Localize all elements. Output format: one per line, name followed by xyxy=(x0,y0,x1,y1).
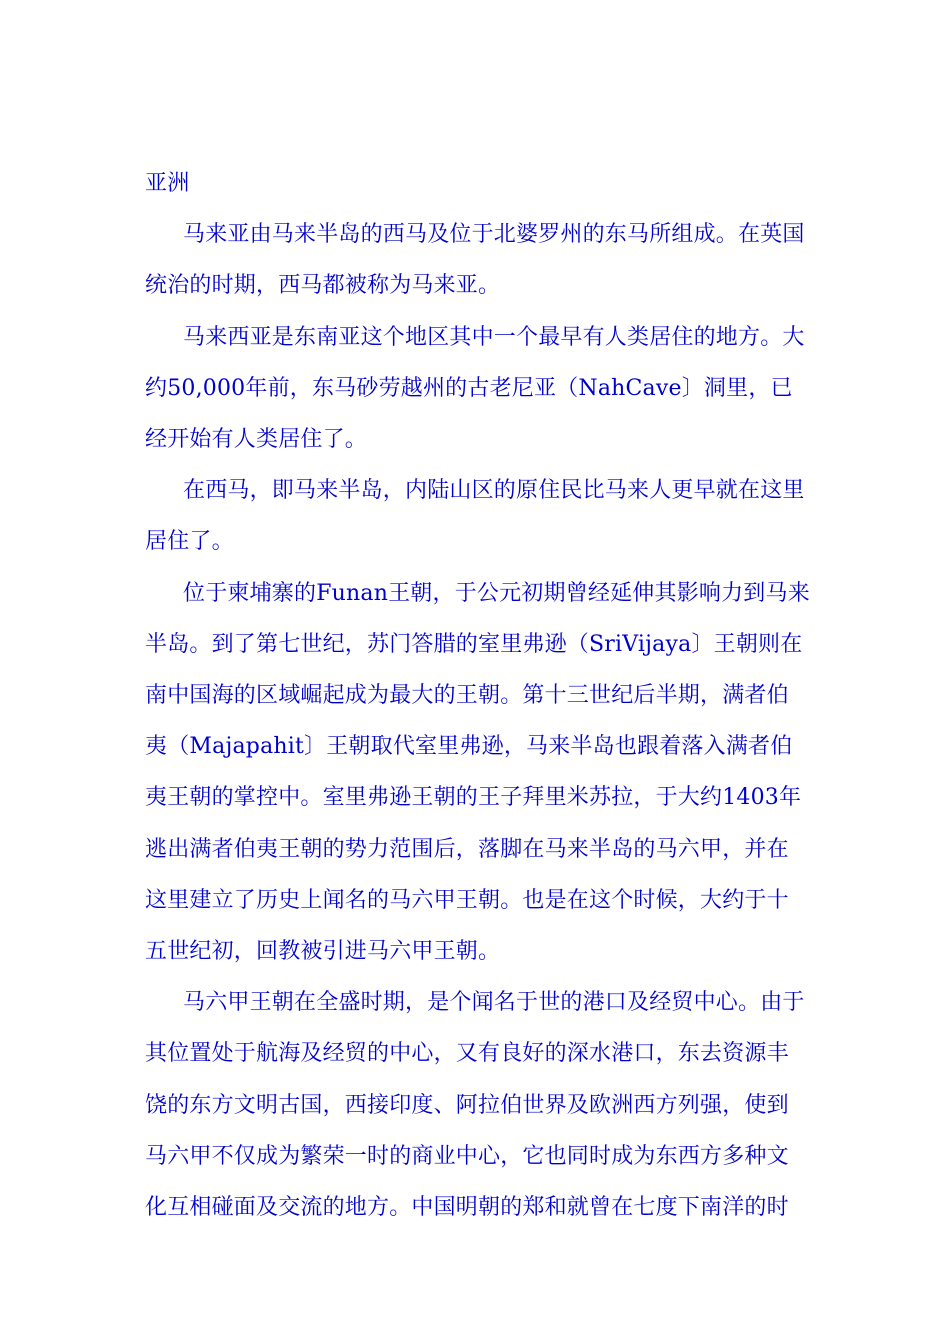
paragraph: 马来亚由马来半岛的西马及位于北婆罗州的东马所组成。在英国统治的时期，西马都被称为马来亚。 xyxy=(145,222,805,299)
paragraph: 位于柬埔寨的Funan王朝，于公元初期曾经延伸其影响力到马来半岛。到了第七世纪，苏门答腊的室里弗逊（SriVijaya〕王朝则在南中国海的区域崛起成为最大的王朝。第十三世纪后半期，满者伯夷（Majapahit〕王朝取代室里弗逊，马来半岛也跟着落入满者伯夷王朝的掌控中。室里弗逊王朝的王子拜里米苏拉，于大约1403年逃出满者伯夷王朝的势力范围后，落脚在马来半岛的马六甲，并在这里建立了历史上闻名的马六甲王朝。也是在这个时候，大约于十五世纪初，回教被引进马六甲王朝。 xyxy=(145,580,810,965)
section-heading: 亚洲 xyxy=(145,171,190,196)
paragraph: 马六甲王朝在全盛时期，是个闻名于世的港口及经贸中心。由于其位置处于航海及经贸的中心，又有良好的深水港口，东去资源丰饶的东方文明古国，西接印度、阿拉伯世界及欧洲西方列强，使到马六甲不仅成为繁荣一时的商业中心，它也同时成为东西方多种文化互相碰面及交流的地方。中国明朝的郑和就曾在七度下南洋的时 xyxy=(145,990,805,1221)
document-body xyxy=(145,158,810,1233)
paragraph: 在西马，即马来半岛，内陆山区的原住民比马来人更早就在这里居住了。 xyxy=(145,478,805,555)
paragraph: 马来西亚是东南亚这个地区其中一个最早有人类居住的地方。大约50,000年前，东马砂劳越州的古老尼亚（NahCave〕洞里，已经开始有人类居住了。 xyxy=(145,324,805,453)
